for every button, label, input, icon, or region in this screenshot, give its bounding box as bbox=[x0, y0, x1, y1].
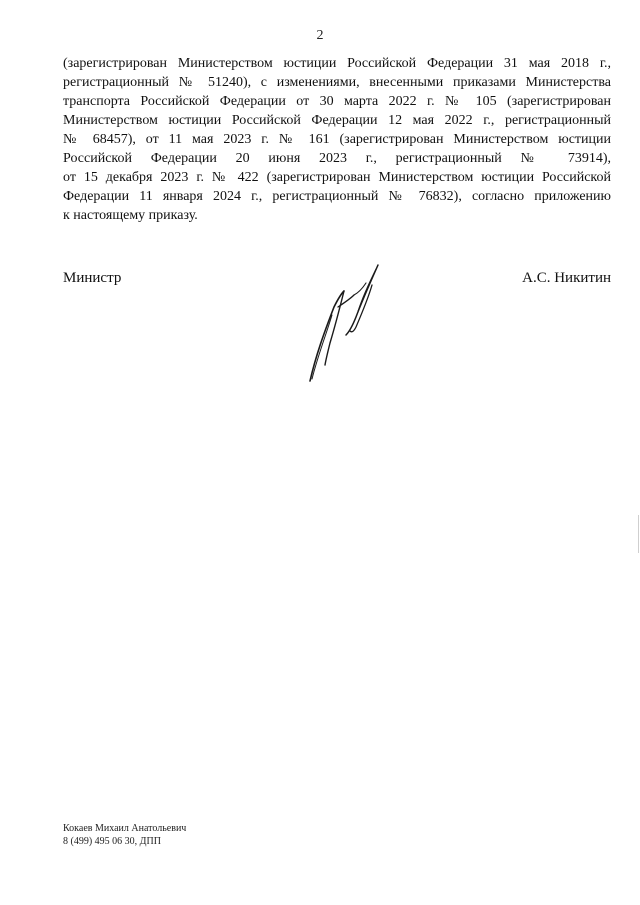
body-line: Российской Федерации 20 июня 2023 г., регистрационный № 73914), bbox=[63, 151, 611, 166]
body-line: Министерством юстиции Российской Федерации 12 мая 2022 г., регистрационный bbox=[63, 113, 611, 128]
executor-contact: 8 (499) 495 06 30, ДПП bbox=[63, 836, 161, 847]
executor-name: Кокаев Михаил Анатольевич bbox=[63, 823, 187, 834]
executor-info bbox=[63, 822, 186, 848]
signatory-title: Министр bbox=[63, 270, 122, 286]
body-paragraph bbox=[63, 54, 611, 225]
handwritten-signature bbox=[300, 255, 390, 390]
signatory-name: А.С. Никитин bbox=[522, 270, 611, 286]
body-line: № 68457), от 11 мая 2023 г. № 161 (зарегистрирован Министерством юстиции bbox=[63, 132, 611, 147]
body-line: от 15 декабря 2023 г. № 422 (зарегистрирован Министерством юстиции Российской bbox=[63, 170, 611, 185]
body-line: (зарегистрирован Министерством юстиции Российской Федерации 31 мая 2018 г., bbox=[63, 56, 611, 71]
body-line: регистрационный № 51240), с изменениями, внесенными приказами Министерства bbox=[63, 75, 611, 90]
body-line: Федерации 11 января 2024 г., регистрационный № 76832), согласно приложению bbox=[63, 189, 611, 204]
scan-edge-mark bbox=[638, 515, 639, 553]
page-number: 2 bbox=[316, 28, 324, 43]
body-line: к настоящему приказу. bbox=[63, 208, 198, 223]
body-line: транспорта Российской Федерации от 30 марта 2022 г. № 105 (зарегистрирован bbox=[63, 94, 611, 109]
